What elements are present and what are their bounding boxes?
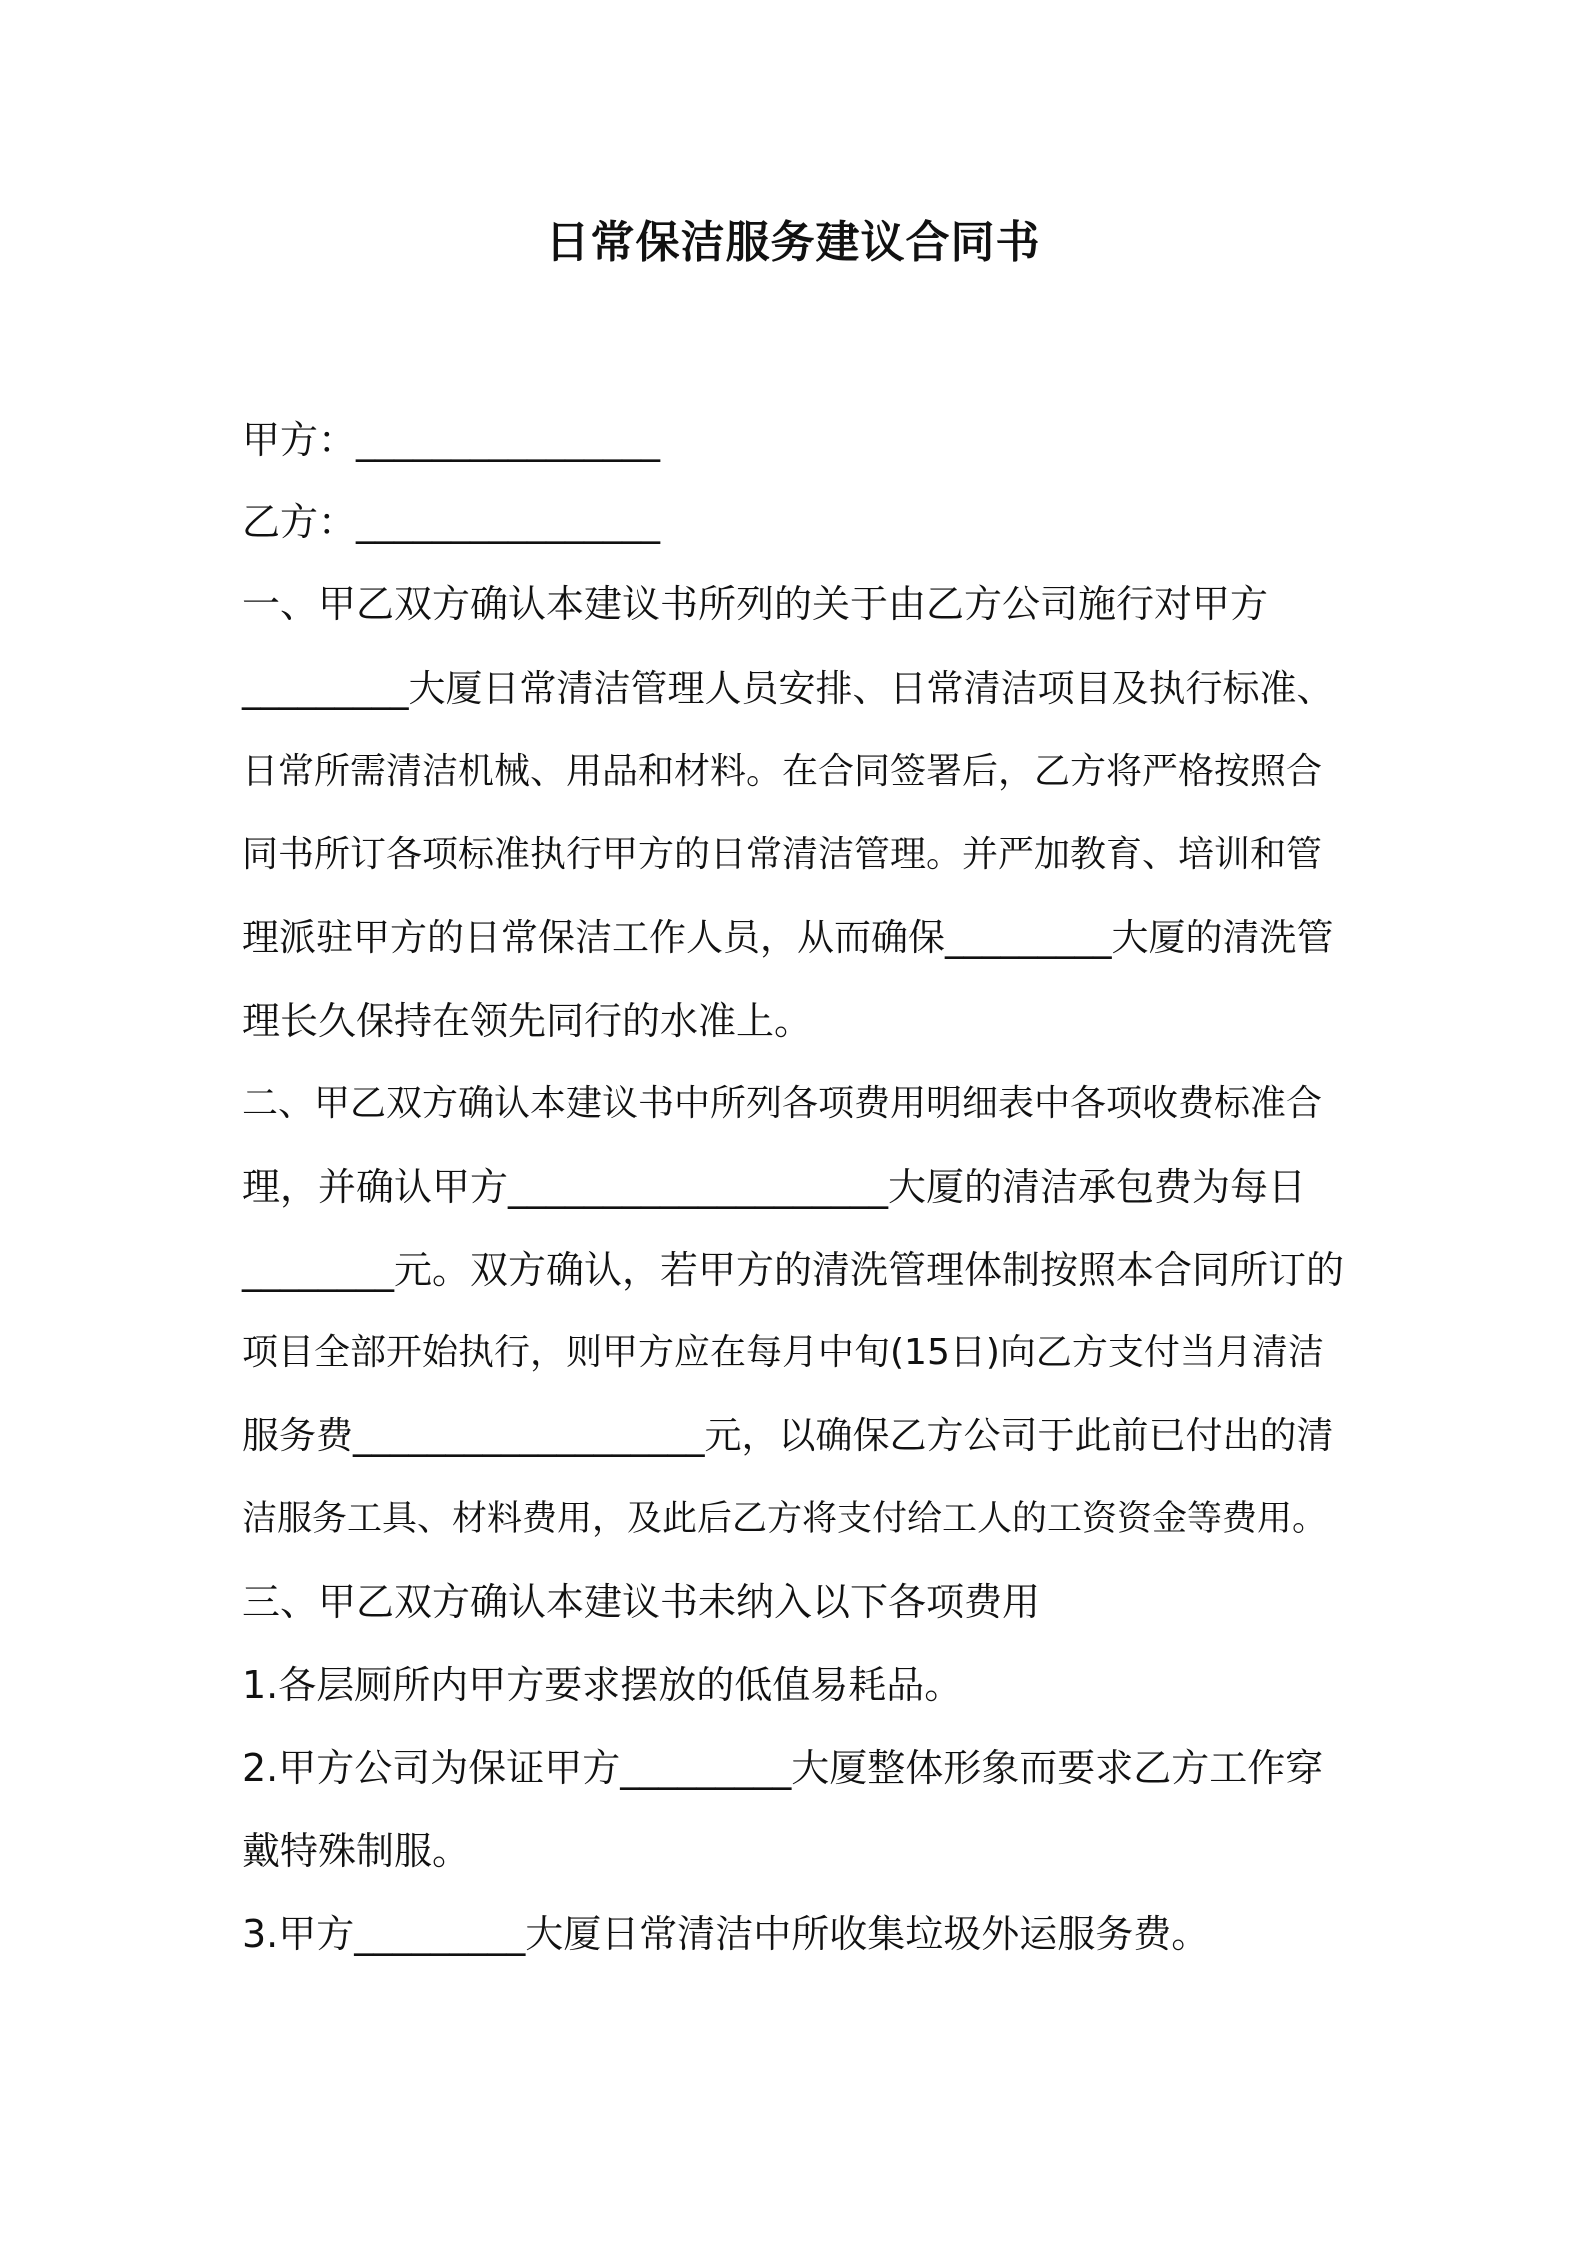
clause-2-line-6: 洁服务工具、材料费用，及此后乙方将支付给工人的工资资金等费用。 bbox=[242, 1499, 1328, 1539]
clause-2-line-4: 项目全部开始执行，则甲方应在每月中旬(15日)向乙方支付当月清洁 bbox=[242, 1332, 1324, 1373]
clause-1-line-5: 理派驻甲方的日常保洁工作人员，从而确保_________大厦的清洗管 bbox=[242, 916, 1334, 959]
clause-1-line-3: 日常所需清洁机械、用品和材料。在合同签署后，乙方将严格按照合 bbox=[242, 751, 1323, 792]
clause-3-item-2-line-2: 戴特殊制服。 bbox=[242, 1829, 471, 1873]
clause-1-line-2: _________大厦日常清洁管理人员安排、日常清洁项目及执行标准、 bbox=[242, 667, 1334, 710]
clause-1-line-6: 理长久保持在领先同行的水准上。 bbox=[242, 999, 813, 1043]
clause-2-line-3: ________元。双方确认，若甲方的清洗管理体制按照本合同所订的 bbox=[242, 1248, 1345, 1292]
clause-2-line-1: 二、甲乙双方确认本建议书中所列各项费用明细表中各项收费标准合 bbox=[242, 1083, 1323, 1124]
clause-2-line-5: 服务费___________________元，以确保乙方公司于此前已付出的清 bbox=[242, 1414, 1334, 1457]
clause-1-line-4: 同书所订各项标准执行甲方的日常清洁管理。并严加教育、培训和管 bbox=[242, 834, 1323, 875]
clause-2-line-2: 理，并确认甲方____________________大厦的清洁承包费为每日 bbox=[242, 1165, 1307, 1209]
clause-1-line-1: 一、甲乙双方确认本建议书所列的关于由乙方公司施行对甲方 bbox=[242, 582, 1269, 626]
clause-3-item-3: 3.甲方_________大厦日常清洁中所收集垃圾外运服务费。 bbox=[242, 1912, 1210, 1956]
clause-3-heading: 三、甲乙双方确认本建议书未纳入以下各项费用 bbox=[242, 1580, 1041, 1624]
clause-3-item-2-line-1: 2.甲方公司为保证甲方_________大厦整体形象而要求乙方工作穿 bbox=[242, 1746, 1324, 1790]
clause-3-item-1: 1.各层厕所内甲方要求摆放的低值易耗品。 bbox=[242, 1663, 963, 1707]
document-title: 日常保洁服务建议合同书 bbox=[545, 217, 1041, 268]
party-b-line: 乙方：________________ bbox=[242, 500, 661, 544]
party-a-line: 甲方：________________ bbox=[242, 418, 661, 462]
